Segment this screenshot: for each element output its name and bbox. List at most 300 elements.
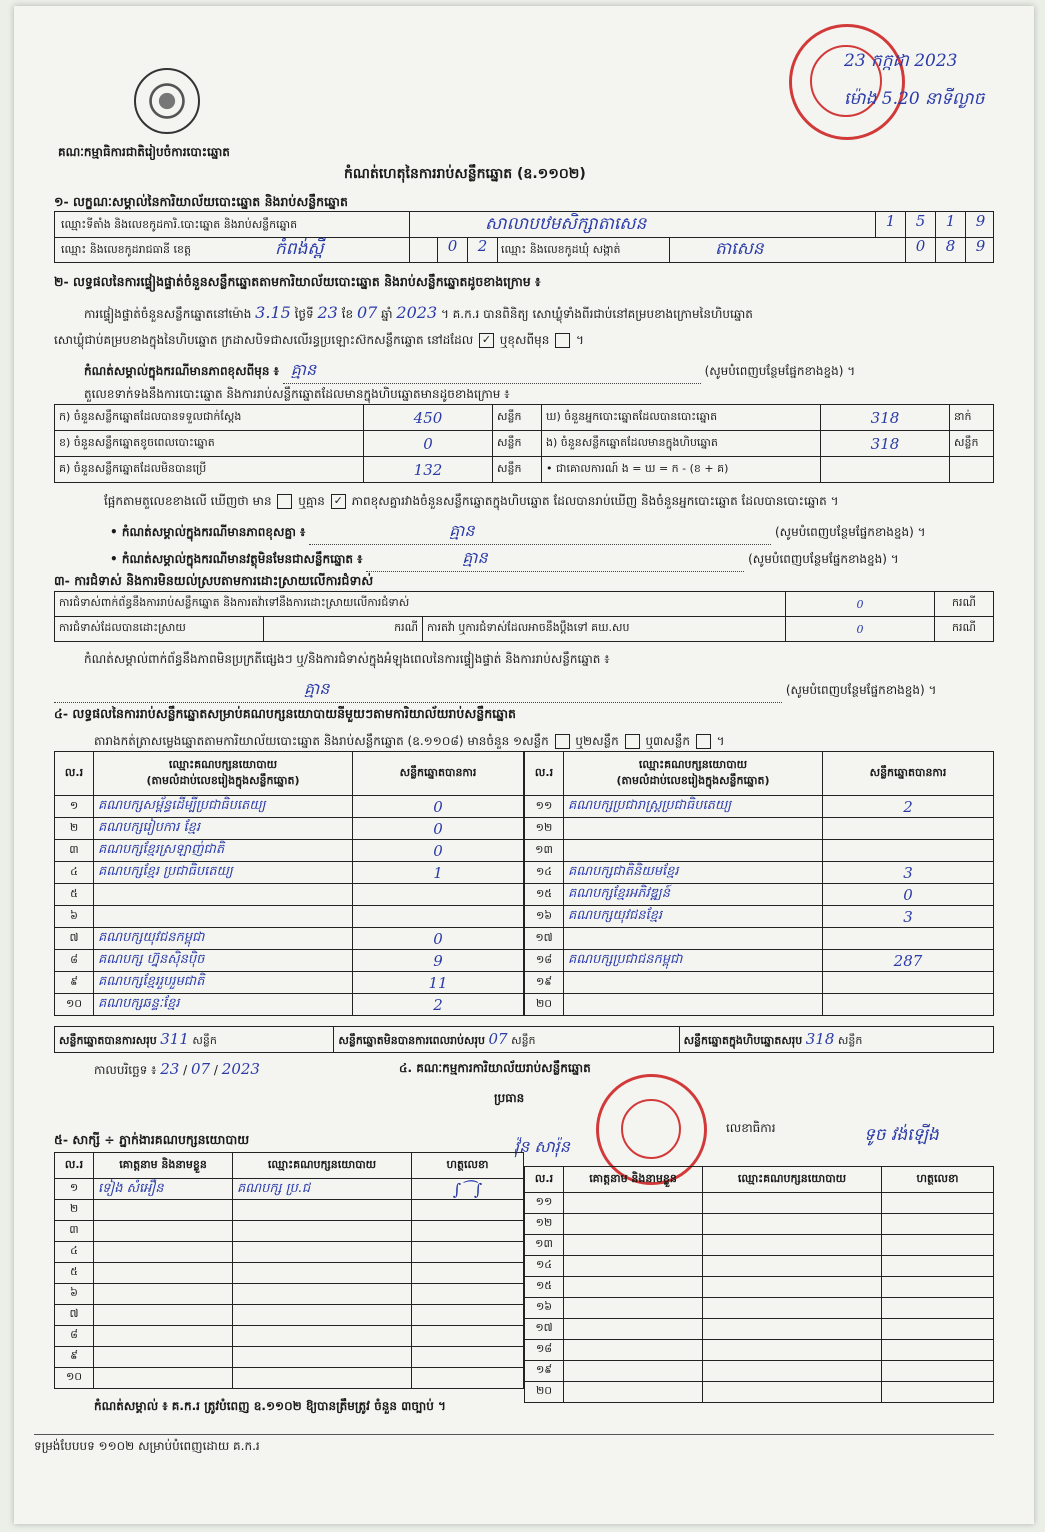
witness-row (55, 1347, 524, 1368)
form-footer: ទម្រង់បែបបទ ១១០២ សម្រាប់បំពេញដោយ គ.ក.រ (34, 1439, 260, 1453)
col-no: ល.រ (525, 752, 564, 796)
witness-row (525, 1319, 994, 1340)
verify-text: ។ គ.ក.រ បានពិនិត្យ សោឃ្លុំទាំងពីរជាប់នៅគម្របខាងក្រោមនៃហិបឆ្នោត (440, 307, 753, 321)
witness-row (55, 1263, 524, 1284)
appeal-label: ការតវ៉ា ឬការជំទាស់ដែលអាចនឹងប្តឹងទៅ គឃ.សប (423, 617, 786, 642)
party-row (525, 972, 994, 994)
col-votes: សន្លឹកឆ្នោតបានការ (353, 752, 524, 796)
foreign-object-note-value: គ្មាន (462, 548, 488, 567)
objection-label: ការជំទាស់ពាក់ព័ន្ធនឹងការរាប់សន្លឹកឆ្នោត និងការតវ៉ាទៅនឹងការដោះស្រាយលើការជំទាស់ (55, 592, 786, 617)
witness-signature (412, 1221, 524, 1242)
figure-right-label: ឃ) ចំនួនអ្នកបោះឆ្នោតដែលបានបោះឆ្នោត (542, 405, 821, 431)
tally-sheet-line: តារាងកត់ត្រាសម្លេងឆ្នោតតាមការិយាល័យបោះឆ្នោត និងរាប់សន្លឹកឆ្នោត (ឧ.១១០៨) មានចំនួន ១សន្លឹក ឬ២សន្លឹក ឬ៣សន្លឹក ។ (94, 734, 725, 748)
witness-no: ១៤ (525, 1256, 564, 1277)
party-no: ១ (55, 796, 94, 818)
party-row (55, 950, 524, 972)
witness-party: គណបក្ស ប្រ.ជ (233, 1179, 412, 1200)
witness-party (703, 1319, 882, 1340)
witness-party (233, 1347, 412, 1368)
party-name: គណបក្សប្រជាជនកម្ពុជា (564, 950, 823, 972)
witness-name (564, 1340, 703, 1361)
party-no: ១៨ (525, 950, 564, 972)
party-votes (823, 972, 994, 994)
signature-mark: ∫⁀∫ (452, 1179, 483, 1199)
witness-row (525, 1235, 994, 1256)
party-votes (353, 906, 524, 928)
commune-code-digit: 0 (905, 237, 935, 262)
party-no: ១៦ (525, 906, 564, 928)
invalid-total-unit: សន្លឹក (511, 1033, 536, 1047)
committee-name: គណៈកម្មាធិការជាតិរៀបចំការបោះឆ្នោត (58, 145, 230, 159)
party-no: ៨ (55, 950, 94, 972)
witness-row (525, 1193, 994, 1214)
party-row (55, 862, 524, 884)
seal-note-label: កំណត់សម្គាល់ក្នុងករណីមានភាពខុសពីមុន ៖ (84, 364, 279, 378)
witness-no: ១៥ (525, 1277, 564, 1298)
secretary-label: លេខាធិការ (726, 1121, 776, 1135)
invalid-total-label: សន្លឹកឆ្នោតមិនបានការពេលរាប់សរុប (338, 1033, 485, 1047)
party-name: គណបក្សឆន្ទៈខ្មែរ (94, 994, 353, 1016)
official-stamp (789, 24, 905, 140)
seal-line: សោឃ្លុំជាប់គម្របខាងក្នុងនៃហិបឆ្នោត ក្រដាសបិទជាសលើរន្ធប្រឡោះស៊កសន្លឹកឆ្នោត នៅដដែល ✓ ឬខុសពីមុន ។ (54, 333, 584, 347)
party-no: ១៩ (525, 972, 564, 994)
seal-changed-checkbox[interactable] (555, 333, 570, 348)
witness-signature (412, 1347, 524, 1368)
discrepancy-has-label: ផ្អែកតាមតួលេខខាងលើ ឃើញថា មាន (104, 494, 272, 508)
discrepancy-note-hint: (សូមបំពេញបន្ថែមផ្នែកខាងខ្នង) ។ (774, 525, 926, 539)
figure-right-value: 318 (821, 405, 950, 431)
station-code (875, 212, 995, 237)
party-name: គណបក្សសម្ព័ន្ធដើម្បីប្រជាធិបតេយ្យ (94, 796, 353, 818)
col-sign: ហត្ថលេខា (882, 1167, 994, 1193)
witness-party (233, 1263, 412, 1284)
province-code-digit: 0 (437, 237, 467, 262)
witness-party (233, 1305, 412, 1326)
figure-right-unit: សន្លឹក (950, 431, 994, 457)
commune-label: ឈ្មោះ និងលេខកូដឃុំ សង្កាត់ (501, 243, 621, 256)
party-row (525, 994, 994, 1016)
figure-left-value: 132 (364, 457, 493, 483)
party-no: ២០ (525, 994, 564, 1016)
section-1-title: ១- លក្ខណៈសម្គាល់នៃការិយាល័យបោះឆ្នោត និងរាប់សន្លឹកឆ្នោត (54, 194, 348, 209)
verify-year-label: ឆ្នាំ (381, 307, 393, 321)
tally-1-sheet-checkbox[interactable] (555, 734, 570, 749)
seal-note-hint: (សូមបំពេញបន្ថែមផ្នែកខាងខ្នង) ។ (704, 364, 856, 378)
party-votes: 0 (353, 840, 524, 862)
witness-no: ៩ (55, 1347, 94, 1368)
witness-signature (412, 1200, 524, 1221)
witness-row (525, 1277, 994, 1298)
secretary-name: ទូច វង់ឡើង (864, 1125, 939, 1145)
station-code-digit: 9 (965, 212, 995, 237)
discrepancy-has-checkbox[interactable] (277, 494, 292, 509)
witness-no: ៣ (55, 1221, 94, 1242)
party-name: គណបក្សខ្មែរ ប្រជាធិបតេយ្យ (94, 862, 353, 884)
ballot-figures-table (54, 404, 994, 483)
tally-3-sheet-label: ឬ៣សន្លឹក (645, 734, 690, 748)
party-no: ១០ (55, 994, 94, 1016)
seal-intact-checkbox[interactable]: ✓ (479, 333, 494, 348)
party-no: ១១ (525, 796, 564, 818)
witness-name (564, 1277, 703, 1298)
party-row (525, 840, 994, 862)
witness-signature (882, 1193, 994, 1214)
witness-row (55, 1305, 524, 1326)
section-3-title: ៣- ការជំទាស់ និងការមិនយល់ស្របតាមការដោះស្រាយលើការជំទាស់ (54, 573, 374, 588)
witness-row (55, 1242, 524, 1263)
figure-right-label: • ជាគោលការណ៍ ង = ឃ = ក - (ខ + គ) (542, 457, 821, 483)
col-party-subtitle: (តាមលំដាប់លេខរៀងក្នុងសន្លឹកឆ្នោត) (616, 773, 770, 787)
party-row (525, 796, 994, 818)
witness-party (233, 1242, 412, 1263)
witness-name (94, 1221, 233, 1242)
witness-signature (412, 1305, 524, 1326)
witness-name (94, 1368, 233, 1389)
party-votes (823, 840, 994, 862)
party-no: ៩ (55, 972, 94, 994)
figure-left-unit: សន្លឹក (493, 405, 542, 431)
chair-name: វ៉ុន សារ៉ុន (514, 1137, 570, 1156)
seal-note-line (84, 359, 855, 384)
party-row (525, 884, 994, 906)
witness-party (703, 1340, 882, 1361)
witness-no: ៤ (55, 1242, 94, 1263)
col-no: ល.រ (55, 752, 94, 796)
party-row (55, 796, 524, 818)
valid-total-cell (55, 1027, 334, 1053)
party-votes: 1 (353, 862, 524, 884)
party-votes: 0 (823, 884, 994, 906)
party-row (55, 906, 524, 928)
foreign-object-note-field[interactable] (366, 547, 744, 572)
party-name: គណបក្សយុវជនខ្មែរ (564, 906, 823, 928)
objection-count: 0 (786, 592, 935, 617)
party-no: ១២ (525, 818, 564, 840)
witness-name (94, 1326, 233, 1347)
party-votes (353, 884, 524, 906)
witness-party (703, 1277, 882, 1298)
party-row (525, 950, 994, 972)
witness-signature (882, 1382, 994, 1403)
party-name: គណបក្សខ្មែរអភិវឌ្ឍន៍ (564, 884, 823, 906)
verify-day: 23 (317, 303, 338, 322)
party-no: ៦ (55, 906, 94, 928)
discrepancy-none-label: ឬគ្មាន (298, 494, 325, 508)
party-votes: 0 (353, 796, 524, 818)
witness-signature (882, 1235, 994, 1256)
invalid-total-cell (334, 1027, 679, 1053)
date-year: 2023 (221, 1060, 260, 1078)
verification-line (84, 303, 753, 324)
box-total-value: 318 (805, 1029, 835, 1048)
witness-signature (412, 1242, 524, 1263)
party-name (564, 994, 823, 1016)
station-code-digit: 5 (905, 212, 935, 237)
valid-total-label: សន្លឹកឆ្នោតបានការសរុប (59, 1033, 157, 1047)
party-name: គណបក្សជាតិនិយមខ្មែរ (564, 862, 823, 884)
party-votes: 2 (353, 994, 524, 1016)
figure-right-label: ង) ចំនួនសន្លឹកឆ្នោតដែលមានក្នុងហិបឆ្នោត (542, 431, 821, 457)
col-name: គោត្តនាម និងនាមខ្លួន (564, 1167, 703, 1193)
figure-row (55, 431, 994, 457)
discrepancy-note-value: គ្មាន (449, 521, 475, 540)
party-votes (823, 818, 994, 840)
witness-row (55, 1368, 524, 1389)
witness-name (94, 1200, 233, 1221)
col-party-title: ឈ្មោះគណបក្សនយោបាយ (638, 757, 748, 771)
col-party-title: ឈ្មោះគណបក្សនយោបាយ (168, 757, 278, 771)
witness-name (564, 1235, 703, 1256)
party-name (564, 928, 823, 950)
witness-name (94, 1242, 233, 1263)
party-row (55, 840, 524, 862)
witness-no: ២០ (525, 1382, 564, 1403)
party-name (94, 906, 353, 928)
witness-party (703, 1214, 882, 1235)
witness-name (564, 1193, 703, 1214)
box-total-cell (679, 1027, 993, 1053)
tally-sheet-text: តារាងកត់ត្រាសម្លេងឆ្នោតតាមការិយាល័យបោះឆ្នោត និងរាប់សន្លឹកឆ្នោត (ឧ.១១០៨) មានចំនួន ១សន្លឹក (94, 734, 549, 748)
party-votes: 3 (823, 906, 994, 928)
tally-2-sheet-checkbox[interactable] (625, 734, 640, 749)
appeal-unit: ករណី (935, 617, 994, 642)
witness-no: ៨ (55, 1326, 94, 1347)
station-code-digit: 1 (935, 212, 965, 237)
seal-note-field[interactable] (283, 359, 701, 384)
irregularity-note-value: គ្មាន (304, 679, 330, 698)
witness-signature (412, 1368, 524, 1389)
station-identity-table (54, 211, 994, 263)
figure-right-value (821, 457, 950, 483)
witness-party (703, 1382, 882, 1403)
witness-party (703, 1193, 882, 1214)
figure-left-label: ក) ចំនួនសន្លឹកឆ្នោតដែលបានទទួលជាក់ស្តែង (55, 405, 364, 431)
witness-name (564, 1319, 703, 1340)
party-votes: 0 (353, 928, 524, 950)
party-row (55, 994, 524, 1016)
witness-no: ១៧ (525, 1319, 564, 1340)
party-row (55, 928, 524, 950)
resolved-unit: ករណី (264, 617, 423, 642)
province-label: ឈ្មោះ និងលេខកូដរាជធានី ខេត្ត (61, 243, 191, 256)
figure-left-value: 450 (364, 405, 493, 431)
section-5-title: ៥- សាក្សី ÷ ភ្នាក់ងារគណបក្សនយោបាយ (54, 1132, 250, 1147)
witness-row (55, 1326, 524, 1347)
objections-table (54, 591, 994, 642)
foreign-object-note-line (110, 547, 899, 572)
figure-right-unit: នាក់ (950, 405, 994, 431)
figure-left-label: ខ) ចំនួនសន្លឹកឆ្នោតខូចពេលបោះឆ្នោត (55, 431, 364, 457)
party-no: ៥ (55, 884, 94, 906)
seal-text: សោឃ្លុំជាប់គម្របខាងក្នុងនៃហិបឆ្នោត ក្រដាសបិទជាសលើរន្ធប្រឡោះស៊កសន្លឹកឆ្នោត នៅដដែល (54, 333, 474, 347)
party-votes: 2 (823, 796, 994, 818)
province-code (437, 237, 498, 262)
verify-month-label: ខែ (341, 307, 354, 321)
witness-row (525, 1214, 994, 1235)
province-name: កំពង់ស្ពឺ (275, 239, 324, 259)
foreign-object-note-hint: (សូមបំពេញបន្ថែមផ្នែកខាងខ្នង) ។ (748, 552, 899, 566)
witness-row (55, 1200, 524, 1221)
witness-table-left (54, 1152, 524, 1389)
witness-name (94, 1347, 233, 1368)
witness-name (564, 1382, 703, 1403)
box-total-unit: សន្លឹក (837, 1033, 863, 1047)
figure-left-unit: សន្លឹក (493, 431, 542, 457)
witness-no: ១ (55, 1179, 94, 1200)
col-party (564, 752, 823, 796)
party-name: គណបក្ស ហ្វ៊ុនស៊ិនប៉ិច (94, 950, 353, 972)
witness-row (525, 1298, 994, 1319)
irregularity-note-line (54, 678, 936, 703)
col-party: ឈ្មោះគណបក្សនយោបាយ (703, 1167, 882, 1193)
witness-signature (412, 1263, 524, 1284)
witness-row (55, 1221, 524, 1242)
party-name: គណបក្សខ្មែរស្រឡាញ់ជាតិ (94, 840, 353, 862)
appeal-count: 0 (786, 617, 935, 642)
party-results-left (54, 751, 524, 1016)
col-no: ល.រ (55, 1153, 94, 1179)
discrepancy-line (104, 493, 839, 511)
witness-name (564, 1298, 703, 1319)
party-name: គណបក្សប្រជារាស្ត្រប្រជាធិបតេយ្យ (564, 796, 823, 818)
witness-signature (882, 1361, 994, 1382)
date-label: កាលបរិច្ឆេទ ៖ (94, 1063, 157, 1077)
invalid-total-value: 07 (488, 1029, 508, 1048)
col-party-subtitle: (តាមលំដាប់លេខរៀងក្នុងសន្លឹកឆ្នោត) (146, 773, 300, 787)
witness-party (703, 1256, 882, 1277)
irregularity-note-hint: (សូមបំពេញបន្ថែមផ្នែកខាងខ្នង) ។ (785, 683, 937, 697)
tally-3-sheet-checkbox[interactable] (696, 734, 711, 749)
party-no: ២ (55, 818, 94, 840)
figure-row (55, 405, 994, 431)
party-name: គណបក្សយុវជនកម្ពុជា (94, 928, 353, 950)
witness-table-right (524, 1166, 994, 1403)
commune-name: តាសេន (715, 239, 764, 259)
witness-row (55, 1179, 524, 1200)
tally-2-sheet-label: ឬ២សន្លឹក (575, 734, 619, 748)
party-no: ៤ (55, 862, 94, 884)
province-code-digit: 2 (467, 237, 498, 262)
party-no: ១៥ (525, 884, 564, 906)
valid-total-value: 311 (160, 1029, 189, 1048)
irregularity-note-field[interactable] (54, 678, 782, 703)
witness-no: ៥ (55, 1263, 94, 1284)
witness-signature (882, 1340, 994, 1361)
party-votes: 9 (353, 950, 524, 972)
witness-signature (412, 1284, 524, 1305)
party-results-right (524, 751, 994, 1016)
section-4-title: ៤- លទ្ធផលនៃការរាប់សន្លឹកឆ្នោតសម្រាប់គណបក្សនយោបាយនីមួយៗតាមការិយាល័យរាប់សន្លឹកឆ្នោត (54, 706, 516, 721)
party-row (525, 862, 994, 884)
witness-name (564, 1361, 703, 1382)
verify-year: 2023 (396, 303, 438, 322)
witness-signature (412, 1326, 524, 1347)
received-time: ម៉ោង 5.20 នាទីល្ងាច (844, 89, 985, 109)
commune-code-digit: 8 (935, 237, 965, 262)
witness-no: ១៨ (525, 1340, 564, 1361)
verify-month: 07 (356, 303, 378, 322)
objection-unit: ករណី (935, 592, 994, 617)
witness-no: ១០ (55, 1368, 94, 1389)
witness-name (94, 1284, 233, 1305)
witness-name (94, 1305, 233, 1326)
figure-right-value: 318 (821, 431, 950, 457)
form-sheet (14, 6, 1034, 1524)
party-row (55, 972, 524, 994)
discrepancy-note-field[interactable] (309, 520, 771, 545)
witness-party (233, 1284, 412, 1305)
witness-name: ទៀង សំអឿន (94, 1179, 233, 1200)
verify-day-label: ថ្ងៃទី (294, 307, 314, 321)
col-sign: ហត្ថលេខា (412, 1153, 524, 1179)
witness-signature (412, 1179, 524, 1200)
date-month: 07 (191, 1060, 211, 1078)
witness-no: ៦ (55, 1284, 94, 1305)
col-name: គោត្តនាម និងនាមខ្លួន (94, 1153, 233, 1179)
figure-left-unit: សន្លឹក (493, 457, 542, 483)
party-name (564, 972, 823, 994)
col-no: ល.រ (525, 1167, 564, 1193)
party-votes: 287 (823, 950, 994, 972)
witness-row (525, 1382, 994, 1403)
received-date: 23 កក្កដា 2023 (844, 51, 958, 71)
witness-no: ១៩ (525, 1361, 564, 1382)
witness-row (525, 1361, 994, 1382)
party-row (55, 884, 524, 906)
discrepancy-note-line (110, 520, 926, 545)
witness-no: ២ (55, 1200, 94, 1221)
witness-name (94, 1263, 233, 1284)
witness-no: ១២ (525, 1214, 564, 1235)
witness-no: ១១ (525, 1193, 564, 1214)
figures-intro: តួលេខទាក់ទងនឹងការបោះឆ្នោត និងការរាប់សន្លឹកឆ្នោតដែលមានក្នុងហិបឆ្នោតមានដូចខាងក្រោម ៖ (84, 387, 510, 401)
witness-row (525, 1256, 994, 1277)
figure-left-value: 0 (364, 431, 493, 457)
discrepancy-none-checkbox[interactable]: ✓ (331, 494, 346, 509)
totals-table (54, 1026, 994, 1053)
party-name (564, 840, 823, 862)
party-votes: 11 (353, 972, 524, 994)
witness-row (55, 1284, 524, 1305)
nec-logo (134, 68, 200, 134)
witness-name (564, 1214, 703, 1235)
witness-name (564, 1256, 703, 1277)
chair-label: ប្រធាន (494, 1091, 525, 1105)
footer-rule (34, 1434, 994, 1435)
box-total-label: សន្លឹកឆ្នោតក្នុងហិបឆ្នោតសរុប (683, 1033, 803, 1047)
figure-left-label: គ) ចំនួនសន្លឹកឆ្នោតដែលមិនបានប្រើ (55, 457, 364, 483)
party-votes: 0 (353, 818, 524, 840)
col-votes: សន្លឹកឆ្នោតបានការ (823, 752, 994, 796)
section-2-title: ២- លទ្ធផលនៃការផ្ទៀងផ្ទាត់ចំនួនសន្លឹកឆ្នោតតាមការិយាល័យបោះឆ្នោត និងរាប់សន្លឹកឆ្នោតដូចខាងក្រោម ៖ (54, 274, 541, 289)
seal-changed-label: ឬខុសពីមុន (499, 333, 550, 347)
party-votes (823, 994, 994, 1016)
witness-party (703, 1298, 882, 1319)
verify-time-label: ការផ្ទៀងផ្ទាត់ចំនួនសន្លឹកឆ្នោតនៅម៉ោង (84, 307, 252, 321)
party-no: ១៧ (525, 928, 564, 950)
party-no: ១៤ (525, 862, 564, 884)
party-row (525, 928, 994, 950)
witness-party (233, 1326, 412, 1347)
party-name (564, 818, 823, 840)
witness-party (233, 1221, 412, 1242)
party-votes (823, 928, 994, 950)
party-row (525, 906, 994, 928)
party-name: គណបក្សខ្មែររួបរួមជាតិ (94, 972, 353, 994)
witness-party (233, 1200, 412, 1221)
party-votes: 3 (823, 862, 994, 884)
station-code-digit: 1 (875, 212, 905, 237)
